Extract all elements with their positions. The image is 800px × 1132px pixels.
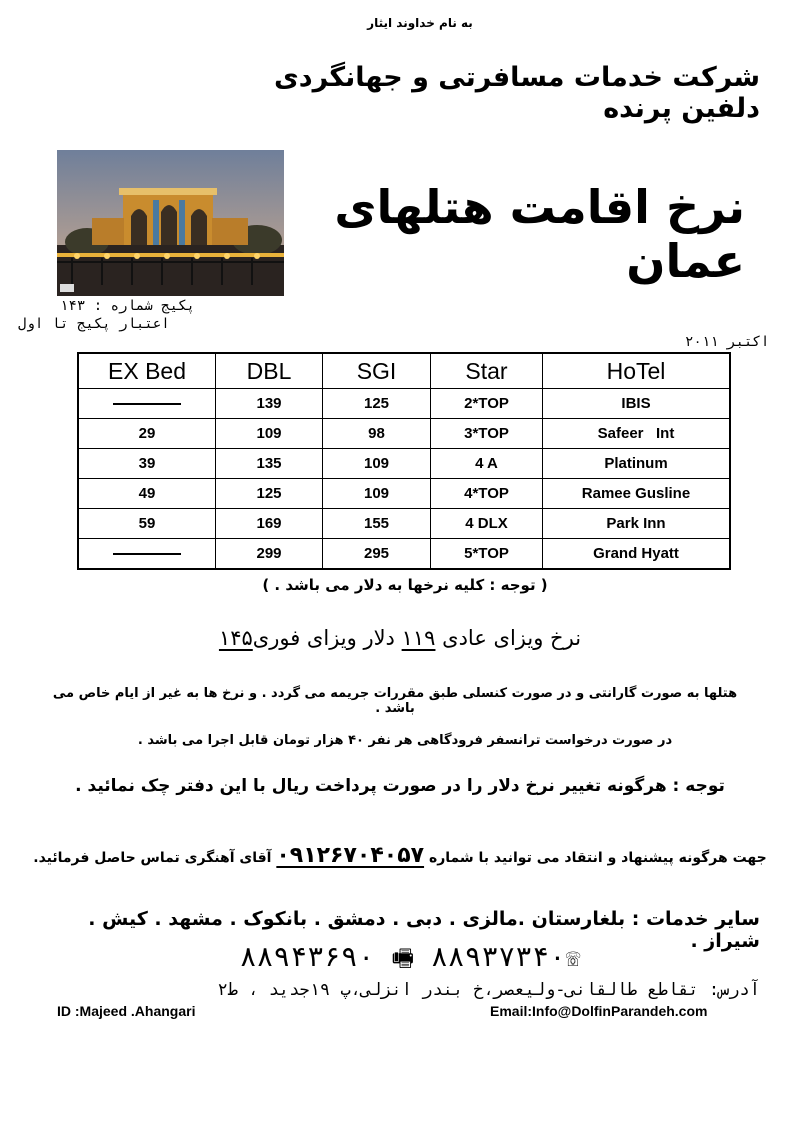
cell-dbl: 109: [216, 419, 323, 449]
no-value-dash: [113, 553, 181, 555]
cell-dbl: 135: [216, 449, 323, 479]
cell-star: 3*TOP: [431, 419, 543, 449]
fax-number: ۸۸۹۴۳۶۹۰: [239, 940, 375, 973]
header-exbed: EX Bed: [78, 353, 216, 389]
cell-dbl: 139: [216, 389, 323, 419]
cell-hotel: Ramee Gusline: [543, 479, 731, 509]
header-star: Star: [431, 353, 543, 389]
cell-sgi: 125: [323, 389, 431, 419]
cell-exbed: 29: [78, 419, 216, 449]
cell-sgi: 295: [323, 539, 431, 570]
guarantee-note: هتلها به صورت گارانتی و در صورت کنسلی طبق مقررات جریمه می گردد . و نرخ ها به غیر از ایام خاص می باشد .: [52, 686, 738, 716]
cell-dbl: 169: [216, 509, 323, 539]
cell-hotel: Safeer Int: [543, 419, 731, 449]
rial-notice: توجه : هرگونه تغییر نرخ دلار را در صورت پرداخت ریال با این دفتر چک نمائید .: [75, 776, 725, 796]
transfer-note: در صورت درخواست ترانسفر فرودگاهی هر نفر ۴۰ هزار تومان قابل اجرا می باشد .: [137, 733, 673, 748]
header-sgi: SGI: [323, 353, 431, 389]
phone-number: ۸۸۹۳۷۳۴۰: [430, 940, 566, 973]
visa-text-start: نرخ ویزای عادی: [442, 626, 582, 650]
office-address: آدرس: تقاطع طالقانی-ولیعصر،خ بندر انزلی،پ ۱۹جدید ، ط۲: [217, 980, 760, 1000]
page-title: نرخ اقامت هتلهای عمان: [334, 180, 745, 288]
fax-icon: 🖷: [391, 944, 415, 972]
cell-hotel: Grand Hyatt: [543, 539, 731, 570]
package-validity: اعتبار پکیج تا اول: [18, 316, 170, 332]
cell-exbed: 59: [78, 509, 216, 539]
telephone-icon: ☏: [565, 944, 581, 972]
table-row: [78, 509, 730, 539]
cell-hotel: Park Inn: [543, 509, 731, 539]
cell-sgi: 98: [323, 419, 431, 449]
table-row: [78, 479, 730, 509]
cell-sgi: 155: [323, 509, 431, 539]
table-header-row: [78, 353, 730, 389]
cell-exbed: [78, 389, 216, 419]
cell-exbed: [78, 539, 216, 570]
cell-sgi: 109: [323, 479, 431, 509]
cell-star: 4 A: [431, 449, 543, 479]
header-dbl: DBL: [216, 353, 323, 389]
visa-urgent-price: ۱۴۵: [218, 626, 253, 650]
hotel-rates-table: [77, 352, 731, 570]
contact-email: Email:Info@DolfinParandeh.com: [490, 1003, 708, 1019]
cell-star: 4 DLX: [431, 509, 543, 539]
cell-dbl: 125: [216, 479, 323, 509]
table-row: [78, 539, 730, 570]
cell-star: 2*TOP: [431, 389, 543, 419]
cell-sgi: 109: [323, 449, 431, 479]
contact-phone-number: ۰۹۱۲۶۷۰۴۰۵۷: [276, 843, 425, 868]
visa-price-line: [120, 626, 680, 650]
cell-hotel: Platinum: [543, 449, 731, 479]
header-hotel: HoTel: [543, 353, 731, 389]
table-row: [78, 419, 730, 449]
table-row: [78, 449, 730, 479]
phone-fax-line: [200, 940, 620, 982]
cell-exbed: 39: [78, 449, 216, 479]
cell-star: 5*TOP: [431, 539, 543, 570]
palace-photo: [57, 150, 284, 296]
company-name: شرکت خدمات مسافرتی و جهانگردی دلفین پرنده: [274, 62, 760, 124]
contact-text-start: جهت هرگونه پیشنهاد و انتقاد می توانید با شماره: [428, 850, 767, 866]
contact-text-end: آقای آهنگری تماس حاصل فرمائید.: [33, 850, 272, 866]
package-number: پکیج شماره : ۱۴۳: [60, 298, 195, 314]
cell-star: 4*TOP: [431, 479, 543, 509]
visa-normal-price: ۱۱۹: [401, 626, 436, 650]
table-row: [78, 389, 730, 419]
package-date: اکتبر ۲۰۱۱: [685, 334, 770, 350]
palace-illustration: [57, 150, 284, 296]
currency-note: ( توجه : کلیه نرخها به دلار می باشد . ): [262, 576, 548, 594]
cell-dbl: 299: [216, 539, 323, 570]
cell-exbed: 49: [78, 479, 216, 509]
other-services: سایر خدمات : بلغارستان .مالزی . دبی . دمشق . بانکوک . مشهد . کیش . شیراز .: [88, 908, 760, 952]
visa-text-middle: دلار ویزای فوری: [252, 626, 395, 650]
cell-hotel: IBIS: [543, 389, 731, 419]
blessing-text: به نام خداوند ایثار: [367, 16, 473, 30]
contact-id: ID :Majeed .Ahangari: [57, 1003, 196, 1019]
no-value-dash: [113, 403, 181, 405]
contact-line: [30, 843, 770, 868]
